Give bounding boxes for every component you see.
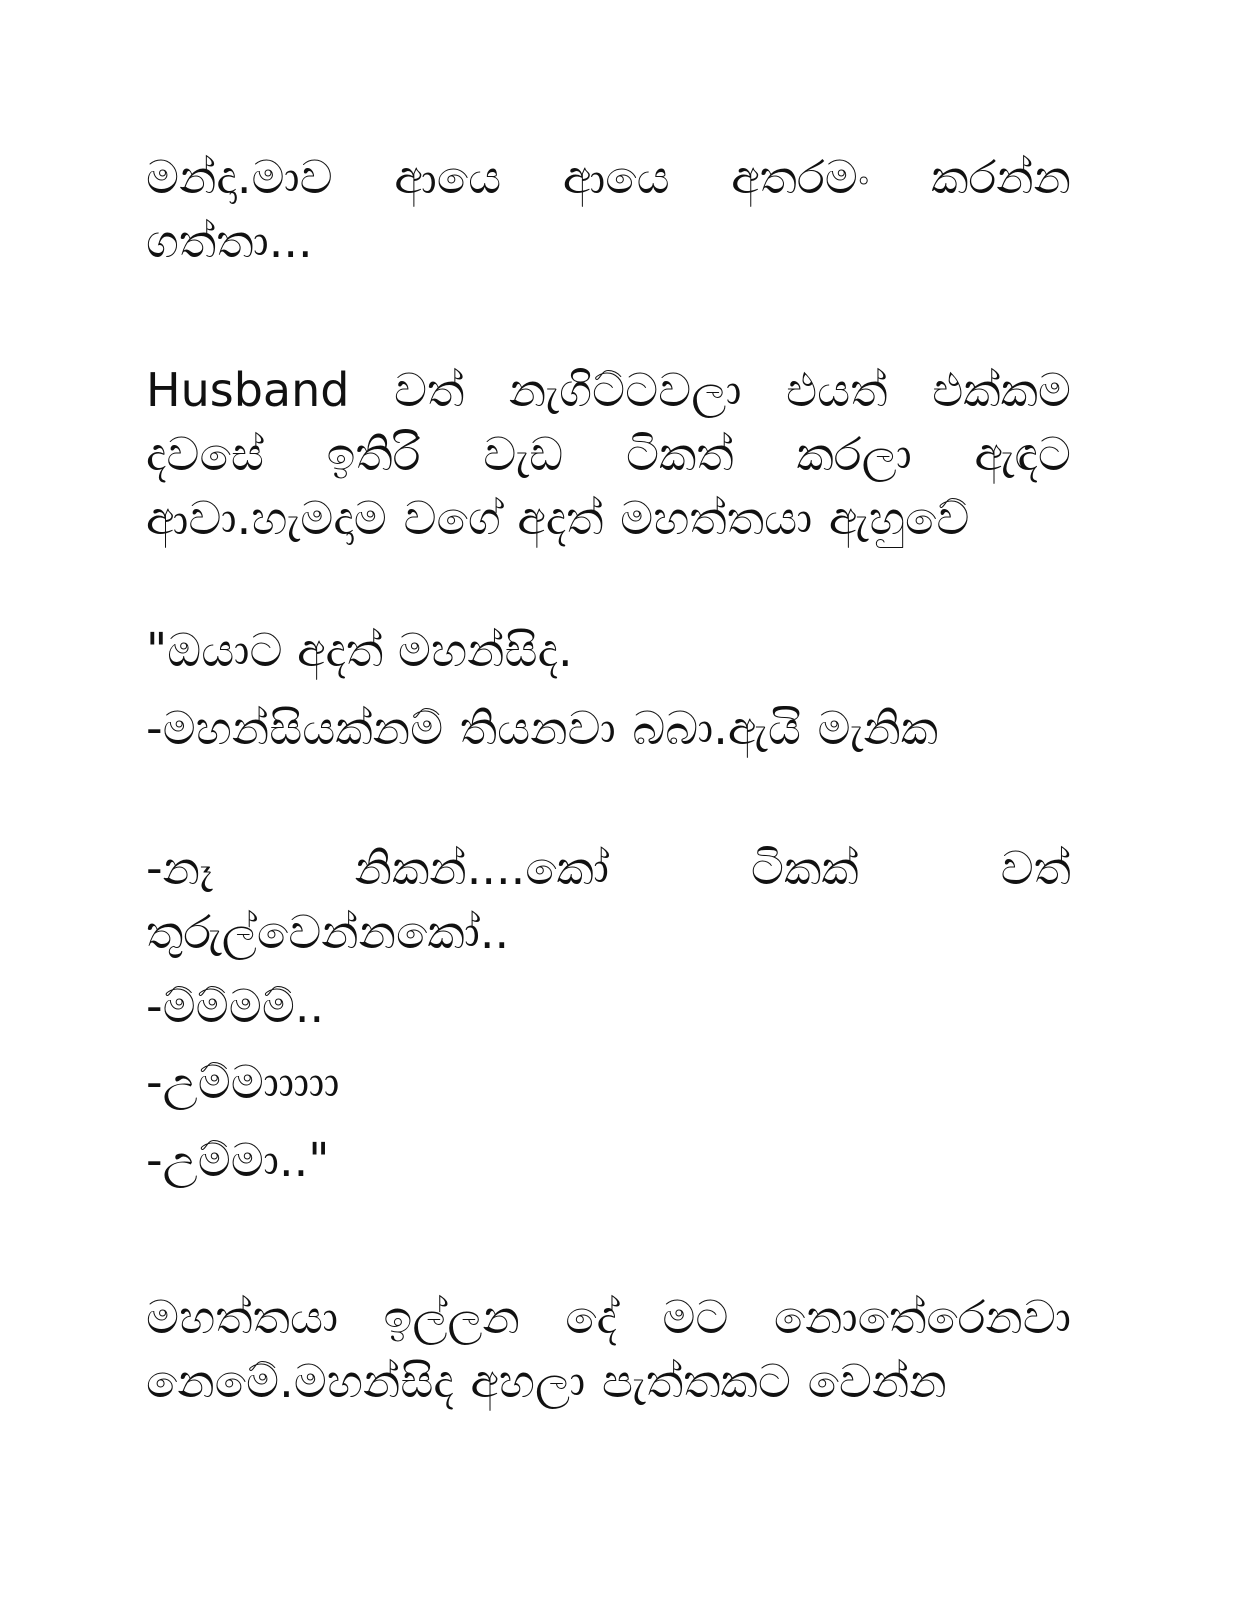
dialogue-line-6: -උම්මා.." [146,1133,330,1187]
dialogue-line-3: -නෑ නිකන්....කෝ ටිකක් වත් තුරුල්වෙන්නකෝ.. [146,841,1071,959]
dialogue-line-2: -මහන්සියක්නම් තියනවා බබා.ඇයි මැනික [146,701,939,755]
paragraph-2: Husband වත් නැගිට්ටවලා එයත් එක්කම දවසේ ඉතිරි වැඩ ටිකත් කරලා ඇඳට ආවා.හැමදාම වගේ අදත් මහත්තයා ඇහුවේ [146,363,1071,545]
document-page [146,0,1071,1600]
dialogue-line-1: "ඔයාට අදත් මහන්සිද. [146,623,573,677]
paragraph-3: මහත්තයා ඉල්ලන දේ මට නොතේරෙනවා නෙමේ.මහන්සිද අහලා පැත්තකට වෙන්න [146,1290,1071,1408]
paragraph-1: මන්දා.මාව ආයෙ ආයෙ අතරමං කරන්න ගත්තා... [146,150,1071,268]
dialogue-line-5: -උම්මාාාාා [146,1055,340,1109]
dialogue-line-4: -ම්ම්මම්.. [146,979,325,1033]
